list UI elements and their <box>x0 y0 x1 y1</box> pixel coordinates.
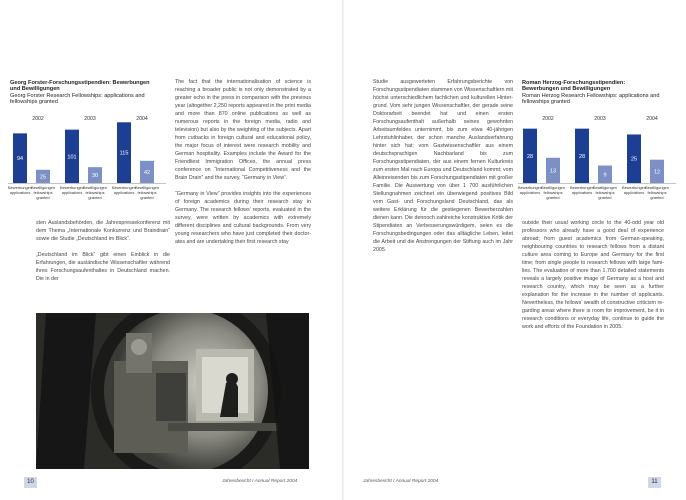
bar-value-label: 42 <box>143 169 151 176</box>
category-label: Bewerbungen <box>518 185 543 190</box>
category-label: applications <box>61 190 83 195</box>
category-label: fellowships <box>647 190 667 195</box>
category-label: Bewilligungen <box>540 185 566 190</box>
category-label: Bewerbungen <box>569 185 595 190</box>
category-label: fellowships <box>595 190 615 195</box>
bar-value-label: 25 <box>39 174 47 181</box>
right-column-2 <box>522 219 664 331</box>
footer-left: Jahresbericht I Annual Report 2004 <box>222 479 298 484</box>
left-column-1 <box>36 219 170 283</box>
category-label: Bewilligungen <box>134 185 160 190</box>
bar-value-label: 12 <box>653 169 661 176</box>
bar-value-label: 9 <box>603 172 607 179</box>
bar-value-label: 28 <box>526 153 534 160</box>
year-label: 2004 <box>646 116 658 122</box>
chart-title-georg-forster <box>10 80 150 106</box>
chart-title-en: Roman Herzog Research Fellowships: applications and fellowships granted <box>522 92 660 106</box>
bar-value-label: 30 <box>91 173 99 180</box>
page-gutter <box>342 0 344 500</box>
paragraph: sten Auslandsbehörden, die Jahrespressekonferenz mit dem Thema „Internationale Konkurrenz und Braindrain“ sowie die Studie „Deutschland im Blick“. <box>36 220 170 242</box>
chart-title-en: Georg Forster Research Fellowships: applications and fellowships granted <box>10 92 145 106</box>
chart-title-de: Georg Forster-Forschungsstipendien: Bewerbungen und Bewilligungen <box>10 80 150 93</box>
category-label: granted <box>88 195 102 200</box>
bar-value-label: 94 <box>16 156 24 163</box>
category-label: Bewilligungen <box>644 185 670 190</box>
category-label: granted <box>546 195 560 200</box>
left-column-2 <box>175 78 311 246</box>
bar-value-label: 115 <box>119 150 129 157</box>
year-label: 2003 <box>594 116 606 122</box>
lab-photo-illustration <box>36 313 309 469</box>
category-label: applications <box>623 190 645 195</box>
category-label: granted <box>36 195 50 200</box>
category-label: Bewerbungen <box>111 185 137 190</box>
year-label: 2002 <box>32 116 44 122</box>
category-label: Bewerbungen <box>8 185 33 190</box>
bar-value-label: 13 <box>549 168 557 175</box>
paragraph: outside their usual working circle to the 40-odd year old professors who already have a good deal of experience abroad; from guest academics from German-speaking, neighbouring countries to research fellows from a distant culture area coming to Europe and Germany for the first time; from single people to research fellows with large families. The evaluation of more than 1,700 detailed statements reveals a largely positive image of Germany as a host and research country, which may be seen as a further explanation for the increase in the number of applicants. Nevertheless, the fellows’ wealth of constructive criticism regarding areas where there is room for improvement, be it in research conditions or everyday life, continue to guide the work and efforts of the Foundation in 2005. <box>522 220 664 330</box>
lab-photo <box>36 313 309 469</box>
bar-value-label: 101 <box>67 154 77 161</box>
category-label: Bewilligungen <box>30 185 56 190</box>
category-label: Bewerbungen <box>59 185 85 190</box>
page-number-right: 11 <box>648 477 661 488</box>
category-label: granted <box>140 195 154 200</box>
bar-value-label: 28 <box>578 153 586 160</box>
right-column-1 <box>373 78 513 254</box>
bar-value-label: 25 <box>630 156 638 163</box>
bar-chart-georg-forster <box>8 112 168 208</box>
category-label: granted <box>598 195 612 200</box>
category-label: granted <box>650 195 664 200</box>
category-label: applications <box>113 190 135 195</box>
bar-chart-roman-herzog <box>518 112 678 208</box>
page-number-left: 10 <box>24 477 37 488</box>
category-label: applications <box>9 190 31 195</box>
category-label: applications <box>519 190 541 195</box>
chart-title-de: Roman Herzog-Forschungsstipendien: Bewerbungen und Bewilligungen <box>522 80 626 93</box>
footer-right: Jahresbericht I Annual Report 2004 <box>363 479 439 484</box>
year-label: 2004 <box>136 116 148 122</box>
paragraph: Studie ausgewerteten Erfahrungsberichte von Forschungsstipendiaten stammen von Wissenschaftlern mit höchst unterschiedlichem fachlichen und kulturellen Hintergrund. Vom sehr jungen Wissenschaftler, der gerade seine Doktorarbeit beendet hat und einen ersten Forschungsaufenthalt außerhalb seines gewohnten Arbeitsumfeldes unternimmt, bis zum etwa 40-jährigen Lehrstuhlinhaber, der schon manche Auslandserfahrung hinter sich hat; vom Gastwissenschaftler aus einem deutschsprachigen Nachbarland bis zum Forschungsstipendiaten, der aus einem fernen Kulturkreis zum ersten Mal nach Europa und Deutschland kommt; vom Alleinreisenden bis zum Forschungsstipendiaten mit großer Familie. Die Auswertung von über 1 700 ausführlichen Stellungnahmen zeichnet ein überwiegend positives Bild vom Gast- und Forschungsland Deutschland, das als weitere Erklärung für die gestiegenen Bewerberzahlen dienen kann. Die dennoch zahlreiche konstruktive Kritik der Stipendiaten an Verbesserungswürdigem, seien es die Forschungsbedingungen oder das alltägliche Leben, leitet die Arbeit und die Anstrengungen der Stiftung auch im Jahr 2005. <box>373 79 513 253</box>
year-label: 2002 <box>542 116 554 122</box>
category-label: Bewerbungen <box>621 185 647 190</box>
paragraph: “Germany in View” provides insights into the experiences of foreign academics during their research stay in Germany. The research fellows’ reports, evaluated in the survey, were written by academics with extremely different disciplines and cultural backgrounds. From very young researchers who have just completed their doctorates and are undertaking their first research stay <box>175 191 311 245</box>
category-label: applications <box>571 190 593 195</box>
category-label: Bewilligungen <box>592 185 618 190</box>
paragraph: The fact that the internationalisation of science is reaching a broader public is not only demonstrated by a greater echo in the press in comparison with the previous year (altogether 2,250 reports appeared in the print media and more than 870 online publications as well as numerous reports in the foreign media, radio and television) but also by the weighting of the subjects. Apart from cutbacks in foreign cultural and educational policy, the major focus of interest were research mobility and German hospitality. Examples include the Award for the Friendliest Immigration Offices, the annual press conference on “International Competitiveness and the Brain Drain” and the survey, “Germany in View”. <box>175 79 311 181</box>
category-label: Bewilligungen <box>82 185 108 190</box>
category-label: fellowships <box>33 190 53 195</box>
chart-title-roman-herzog <box>522 80 662 106</box>
category-label: fellowships <box>137 190 157 195</box>
paragraph: „Deutschland im Blick“ gibt einen Einblick in die Erfahrungen, die ausländische Wissenschaftler während ihres Forschungsaufenthaltes in Deutschland machen. Die in der <box>36 252 170 282</box>
year-label: 2003 <box>84 116 96 122</box>
category-label: fellowships <box>85 190 105 195</box>
category-label: fellowships <box>543 190 563 195</box>
